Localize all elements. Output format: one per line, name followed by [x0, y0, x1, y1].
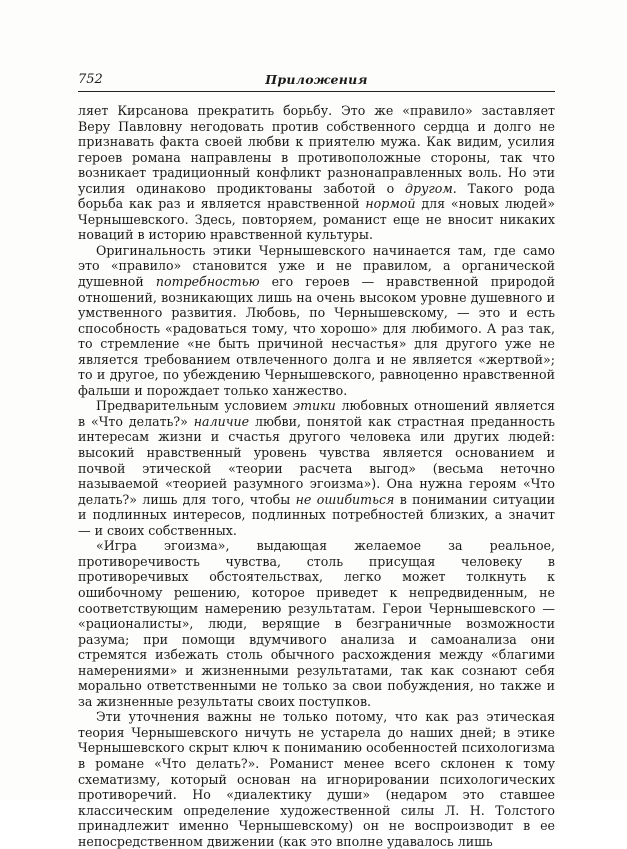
italic-span: этики [293, 398, 336, 414]
text-span: ляет Кирсанова прекратить борьбу. Это же «правило» заставляет Веру Павловну негодовать против собственного сердца и долго не признавать факта своей любви к приятелю мужа. Как видим, усилия героев романа направлены в противоположные стороны, так что возникает традиционный конфликт разнонаправленных воль. Но эти усилия одинаково продиктованы заботой о [78, 103, 555, 196]
page-header [78, 71, 555, 92]
text-span: «Игра эгоизма», выдающая желаемое за реальное, противоречивость чувства, столь присущая человеку в противоречивых обстоятельствах, легко может толкнуть к ошибочному решению, которое приведет к непредвиденным, не соответствующим намерению результатам. Герои Чернышевского — «рационалисты», люди, верящие в безграничные возможности разума; при помощи вдумчивого анализа и самоанализа они стремятся избежать столь обычного расхождения между «благими намерениями» и жизненными результатами, так как сознают себя морально ответственными не только за свои побуждения, но также и за жизненные результаты своих поступков. [78, 538, 555, 709]
text-span: Предварительным условием [96, 398, 294, 414]
text-span: его героев — нравственной природой отношений, возникающих лишь на очень высоком уровне душевного и умственного развития. Любовь, по Чернышевскому, — это и есть способность «радоваться тому, что хорошо» для любимого. А раз так, то стремление «не быть причиной несчастья» для другого уже не является требованием отвлеченного долга и не является «жертвой»; то и другое, по убеждению Чернышевского, равноценно нравственной фальши и порождает только ханжество. [78, 274, 555, 398]
paragraph [78, 709, 555, 849]
page-number: 752 [78, 72, 103, 87]
text-span: в понимании ситуации и подлинных интересов, подлинных потребностей близких, а значит — и своих собственных. [78, 491, 555, 538]
text-span: Оригинальность этики Чернышевского начинается там, где само это «правило» становится уже и не правилом, а органической душевной [78, 242, 555, 290]
italic-span: нормой [365, 196, 416, 212]
paragraph [78, 103, 555, 243]
paragraph [78, 398, 555, 538]
italic-span: не ошибиться [295, 491, 395, 507]
text-span: Такого рода борьба как раз и является нравственной [78, 180, 555, 212]
paragraph [78, 538, 555, 709]
italic-span: другом. [405, 180, 457, 196]
italic-span: наличие [193, 413, 250, 429]
body-text [78, 103, 555, 849]
text-span: любовных отношений является в «Что делать?» [78, 398, 555, 429]
text-span: для «новых людей» Чернышевского. Здесь, повторяем, романист еще не вносит никаких новаций в историю нравственной культуры. [78, 196, 555, 243]
italic-span: потребностью [155, 274, 260, 290]
text-span: любви, понятой как страстная преданность интересам жизни и счастья другого человека или других людей: высокий нравственный уровень чувства является основанием и почвой этической «теории расчета выгод» (весьма неточно называемой «теорией разумного эгоизма»). Она нужна героям «Что делать?» лишь для того, чтобы [78, 413, 555, 507]
text-span: Эти уточнения важны не только потому, что как раз этическая теория Чернышевского ничуть не устарела до наших дней; в этике Чернышевского скрыт ключ к пониманию особенностей психологизма в романе «Что делать?». Романист менее всего склонен к тому схематизму, который основан на игнорировании психологических противоречий. Но «диалектику души» (недаром это ставшее классическим определение художественной силы Л. Н. Толстого принадлежит именно Чернышевскому) он не воспроизводит в ее непосредственном движении (как это вполне удавалось лишь [78, 709, 555, 849]
running-title: Приложения [265, 72, 368, 87]
paragraph [78, 243, 555, 398]
